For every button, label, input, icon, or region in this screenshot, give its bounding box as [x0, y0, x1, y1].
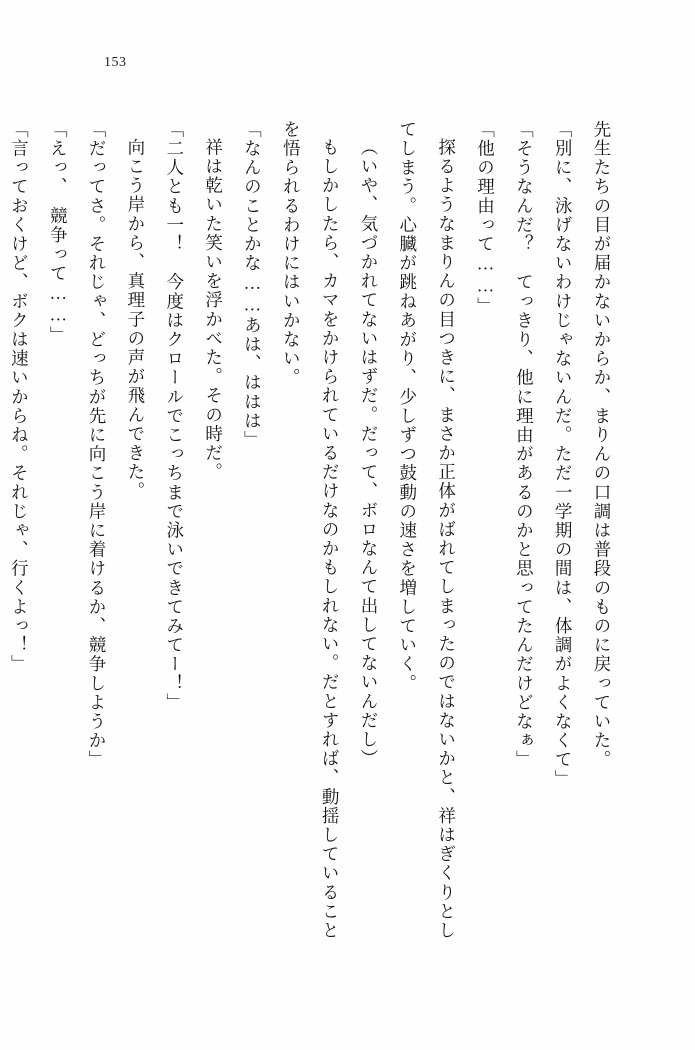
- page-number: 153: [104, 55, 127, 70]
- paragraph: 「だってさ。それじゃ、どっちが先に向こう岸に着けるか、競争しようか」: [87, 120, 108, 770]
- paragraph: 祥は乾いた笑いを浮かべた。その時だ。: [203, 137, 224, 482]
- paragraph: 「二人とも一！ 今度はクロールでこっちまで泳いできてみてー！」: [164, 120, 185, 713]
- paragraph: 「別に、泳げないわけじゃないんだ。ただ一学期の間は、体調がよくなくて」: [553, 120, 574, 789]
- paragraph: 「なんのことかな……あは、ははは」: [242, 120, 263, 450]
- paragraph: もしかしたら、カマをかけられているだけなのかもしれない。だとすれば、動揺していることを悟られるわけにはいかない。: [281, 120, 341, 940]
- paragraph: 「そうなんだ？ てっきり、他に理由があるのかと思ってたんだけどなぁ」: [514, 120, 535, 770]
- paragraph: 探るようなまりんの目つきに、まさか正体がばれてしまったのではないかと、祥はぎくりとしてしまう。心臓が跳ねあがり、少しずつ鼓動の速さを増していく。: [397, 120, 457, 940]
- paragraph: 「えっ、 競争って……」: [48, 120, 69, 346]
- paragraph: 先生たちの目が届かないからか、まりんの口調は普段のものに戻っていた。: [592, 120, 612, 770]
- paragraph: 「他の理由って……」: [475, 120, 496, 316]
- page-text-body: [9, 120, 621, 950]
- paragraph: （いや、気づかれてないはずだ。だって、ボロなんて出してないんだし）: [358, 137, 379, 768]
- paragraph: 向こう岸から、真理子の声が飛んできた。: [125, 137, 146, 501]
- paragraph: 「言っておくけど、ボクは速いからね。それじゃ、行くよっ！」: [9, 120, 30, 674]
